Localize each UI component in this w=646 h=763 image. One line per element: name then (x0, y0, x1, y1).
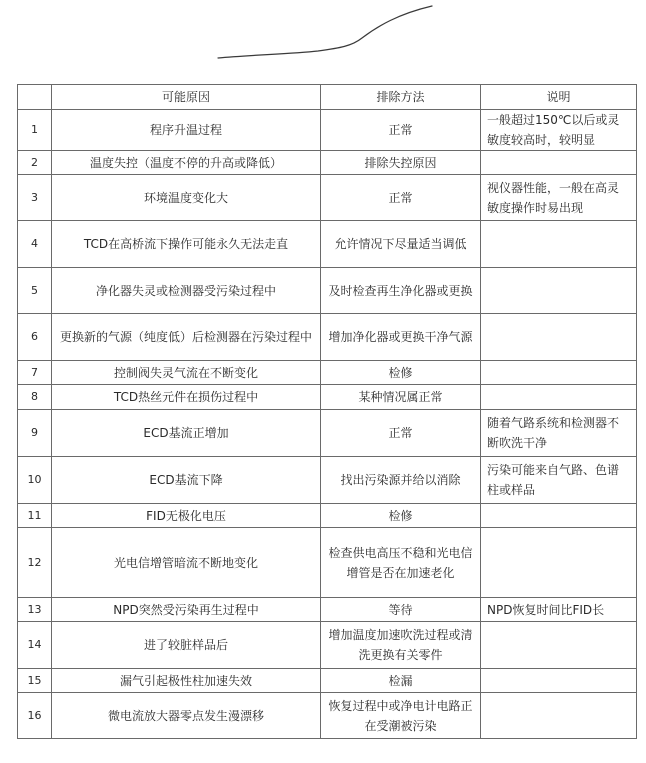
row-cause: 程序升温过程 (52, 110, 321, 151)
header-fix: 排除方法 (321, 85, 481, 110)
row-cause: 进了较脏样品后 (52, 622, 321, 669)
row-cause: TCD在高桥流下操作可能永久无法走直 (52, 221, 321, 268)
table-row (18, 385, 637, 410)
row-fix: 增加净化器或更换干净气源 (321, 314, 481, 361)
row-number: 10 (18, 457, 52, 504)
table-row (18, 528, 637, 598)
header-note: 说明 (481, 85, 637, 110)
row-fix: 检修 (321, 361, 481, 385)
row-number: 11 (18, 504, 52, 528)
row-number: 8 (18, 385, 52, 410)
row-note (481, 622, 637, 669)
row-fix: 排除失控原因 (321, 151, 481, 175)
row-number: 7 (18, 361, 52, 385)
row-fix: 正常 (321, 410, 481, 457)
row-fix: 增加温度加速吹洗过程或清洗更换有关零件 (321, 622, 481, 669)
row-note: 随着气路系统和检测器不断吹洗干净 (481, 410, 637, 457)
row-cause: 微电流放大器零点发生漫漂移 (52, 693, 321, 739)
table-row (18, 669, 637, 693)
row-cause: NPD突然受污染再生过程中 (52, 598, 321, 622)
table-row (18, 693, 637, 739)
row-note: NPD恢复时间比FID长 (481, 598, 637, 622)
table-row (18, 622, 637, 669)
row-cause: ECD基流下降 (52, 457, 321, 504)
row-note: 一般超过150℃以后或灵敏度较高时，较明显 (481, 110, 637, 151)
row-number: 9 (18, 410, 52, 457)
table-row (18, 268, 637, 314)
row-number: 15 (18, 669, 52, 693)
fault-table (17, 84, 637, 739)
table-row (18, 221, 637, 268)
row-cause: TCD热丝元件在损伤过程中 (52, 385, 321, 410)
row-fix: 找出污染源并给以消除 (321, 457, 481, 504)
row-note (481, 361, 637, 385)
row-note (481, 268, 637, 314)
row-cause: 净化器失灵或检测器受污染过程中 (52, 268, 321, 314)
row-note (481, 693, 637, 739)
row-number: 2 (18, 151, 52, 175)
row-fix: 等待 (321, 598, 481, 622)
row-number: 1 (18, 110, 52, 151)
row-number: 13 (18, 598, 52, 622)
row-fix: 检查供电高压不稳和光电信增管是否在加速老化 (321, 528, 481, 598)
header-cause: 可能原因 (52, 85, 321, 110)
row-fix: 正常 (321, 175, 481, 221)
row-note (481, 221, 637, 268)
row-cause: 环境温度变化大 (52, 175, 321, 221)
row-cause: 控制阀失灵气流在不断变化 (52, 361, 321, 385)
table-row (18, 457, 637, 504)
row-note: 视仪器性能，一般在高灵敏度操作时易出现 (481, 175, 637, 221)
row-note (481, 314, 637, 361)
table-header-row (18, 85, 637, 110)
row-fix: 及时检查再生净化器或更换 (321, 268, 481, 314)
row-number: 16 (18, 693, 52, 739)
row-number: 3 (18, 175, 52, 221)
row-fix: 恢复过程中或净电计电路正在受潮被污染 (321, 693, 481, 739)
table-row (18, 598, 637, 622)
table-row (18, 110, 637, 151)
row-fix: 某种情况属正常 (321, 385, 481, 410)
row-cause: FID无极化电压 (52, 504, 321, 528)
row-cause: 漏气引起极性柱加速失效 (52, 669, 321, 693)
row-cause: 温度失控（温度不停的升高或降低） (52, 151, 321, 175)
row-number: 6 (18, 314, 52, 361)
table-row (18, 410, 637, 457)
row-note (481, 669, 637, 693)
row-fix: 检修 (321, 504, 481, 528)
table-row (18, 175, 637, 221)
row-cause: 光电信增管暗流不断地变化 (52, 528, 321, 598)
row-fix: 正常 (321, 110, 481, 151)
row-fix: 检漏 (321, 669, 481, 693)
table-row (18, 504, 637, 528)
row-cause: ECD基流正增加 (52, 410, 321, 457)
row-number: 5 (18, 268, 52, 314)
row-fix: 允许情况下尽量适当调低 (321, 221, 481, 268)
row-note: 污染可能来自气路、色谱柱或样品 (481, 457, 637, 504)
row-note (481, 528, 637, 598)
row-number: 4 (18, 221, 52, 268)
row-note (481, 151, 637, 175)
table-row (18, 151, 637, 175)
row-number: 12 (18, 528, 52, 598)
table-row (18, 314, 637, 361)
row-note (481, 504, 637, 528)
row-cause: 更换新的气源（纯度低）后检测器在污染过程中 (52, 314, 321, 361)
row-number: 14 (18, 622, 52, 669)
row-note (481, 385, 637, 410)
pen-scribble (0, 0, 646, 80)
header-number (18, 85, 52, 110)
table-row (18, 361, 637, 385)
